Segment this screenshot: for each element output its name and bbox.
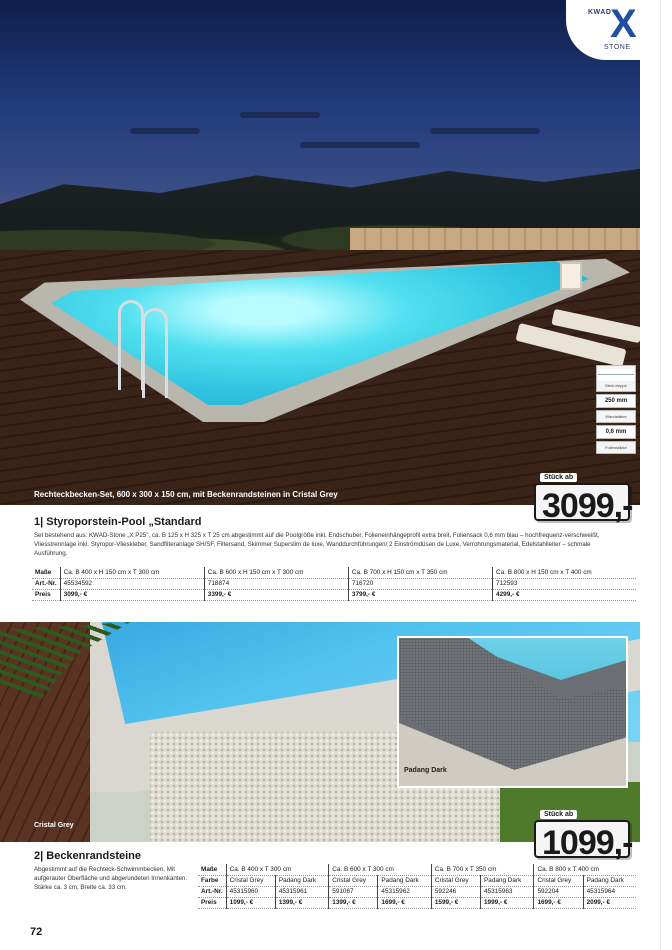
table-row: Art.-Nr. 45534592 718874 716720 712593 <box>32 578 636 589</box>
foil-thickness-label: Folienstärke <box>596 441 636 454</box>
feature-badges <box>596 365 636 456</box>
price-sticker-pool: Stück ab 3099,- <box>534 483 630 521</box>
kwad-stone-logo: KWAD X STONE <box>566 0 660 60</box>
table-row: Farbe Cristal Grey Padang Dark Cristal Grey Padang Dark Cristal Grey Padang Dark Cristal Grey Padang Dark <box>198 875 636 886</box>
price-sticker-coping: Stück ab 1099,- <box>534 820 630 858</box>
wall-thickness-label: Wandstärke <box>596 410 636 423</box>
product1-spec-table <box>32 567 636 601</box>
foil-thickness-value: 0,6 mm <box>596 425 636 439</box>
page-number: 72 <box>30 926 43 938</box>
table-row: Preis 3099,- € 3399,- € 3799,- € 4299,- € <box>32 589 636 600</box>
table-row: Art.-Nr. 45315960 45315961 591067 45315962 592246 45315963 592204 45315964 <box>198 886 636 897</box>
page-edge <box>660 0 672 950</box>
product2-description: Abgestimmt auf die Rechteck-Schwimmbecken. Mit aufgerauter Oberfläche und abgerundeten Innenkanten. Stärke ca. 3 cm, Breite ca. 33 cm. <box>34 866 188 891</box>
padang-dark-inset-photo <box>397 636 628 788</box>
wall-thickness-value: 250 mm <box>596 394 636 408</box>
product2-spec-table <box>198 864 636 909</box>
hero-caption: Rechteckbecken-Set, 600 x 300 x 150 cm, mit Beckenrandsteinen in Cristal Grey <box>34 490 338 499</box>
table-row: Maße Ca. B 400 x H 150 cm x T 300 cm Ca. B 600 x H 150 cm x T 300 cm Ca. B 700 x H 150 cm x T 350 cm Ca. B 800 x H 150 cm x T 400 cm <box>32 567 636 578</box>
photo2-caption: Cristal Grey <box>34 822 74 829</box>
price-coping: 1099,- <box>542 824 633 862</box>
stairs-badge: Stein-treppe <box>596 365 636 392</box>
product1-title: 1| Styroporstein-Pool „Standard <box>34 516 202 528</box>
product2-title: 2| Beckenrandsteine <box>34 850 142 862</box>
table-row: Maße Ca. B 400 x T 300 cm Ca. B 600 x T 300 cm Ca. B 700 x T 350 cm Ca. B 800 x T 400 cm <box>198 864 636 875</box>
product1-description: Set bestehend aus: KWAD-Stone „X P25", ca. B 125 x H 325 x T 25 cm abgestimmt auf die Poolgröße inkl. Endschuber, Folieneinhängeprofil extra breit, Foliensack 0,6 mm blau – hochfrequenz-verschweißt, Vliesstrennlage inkl. Styropor-Vlieskleber, Sandfilteranlage SH/SF, Filtersand, Skimmer Superslim de luxe, Wanddurchführungen/ 2 Einströmdüsen de Luxe, Verrohrungsmaterial, Edelstahlleiter – schmale Ausführung. <box>34 532 600 557</box>
price-pool: 3099,- <box>542 487 633 525</box>
stairs-icon <box>598 369 634 381</box>
inset-label: Padang Dark <box>404 767 447 774</box>
table-row: Preis 1099,- € 1399,- € 1399,- € 1699,- € 1599,- € 1999,- € 1699,- € 2099,- € <box>198 897 636 908</box>
